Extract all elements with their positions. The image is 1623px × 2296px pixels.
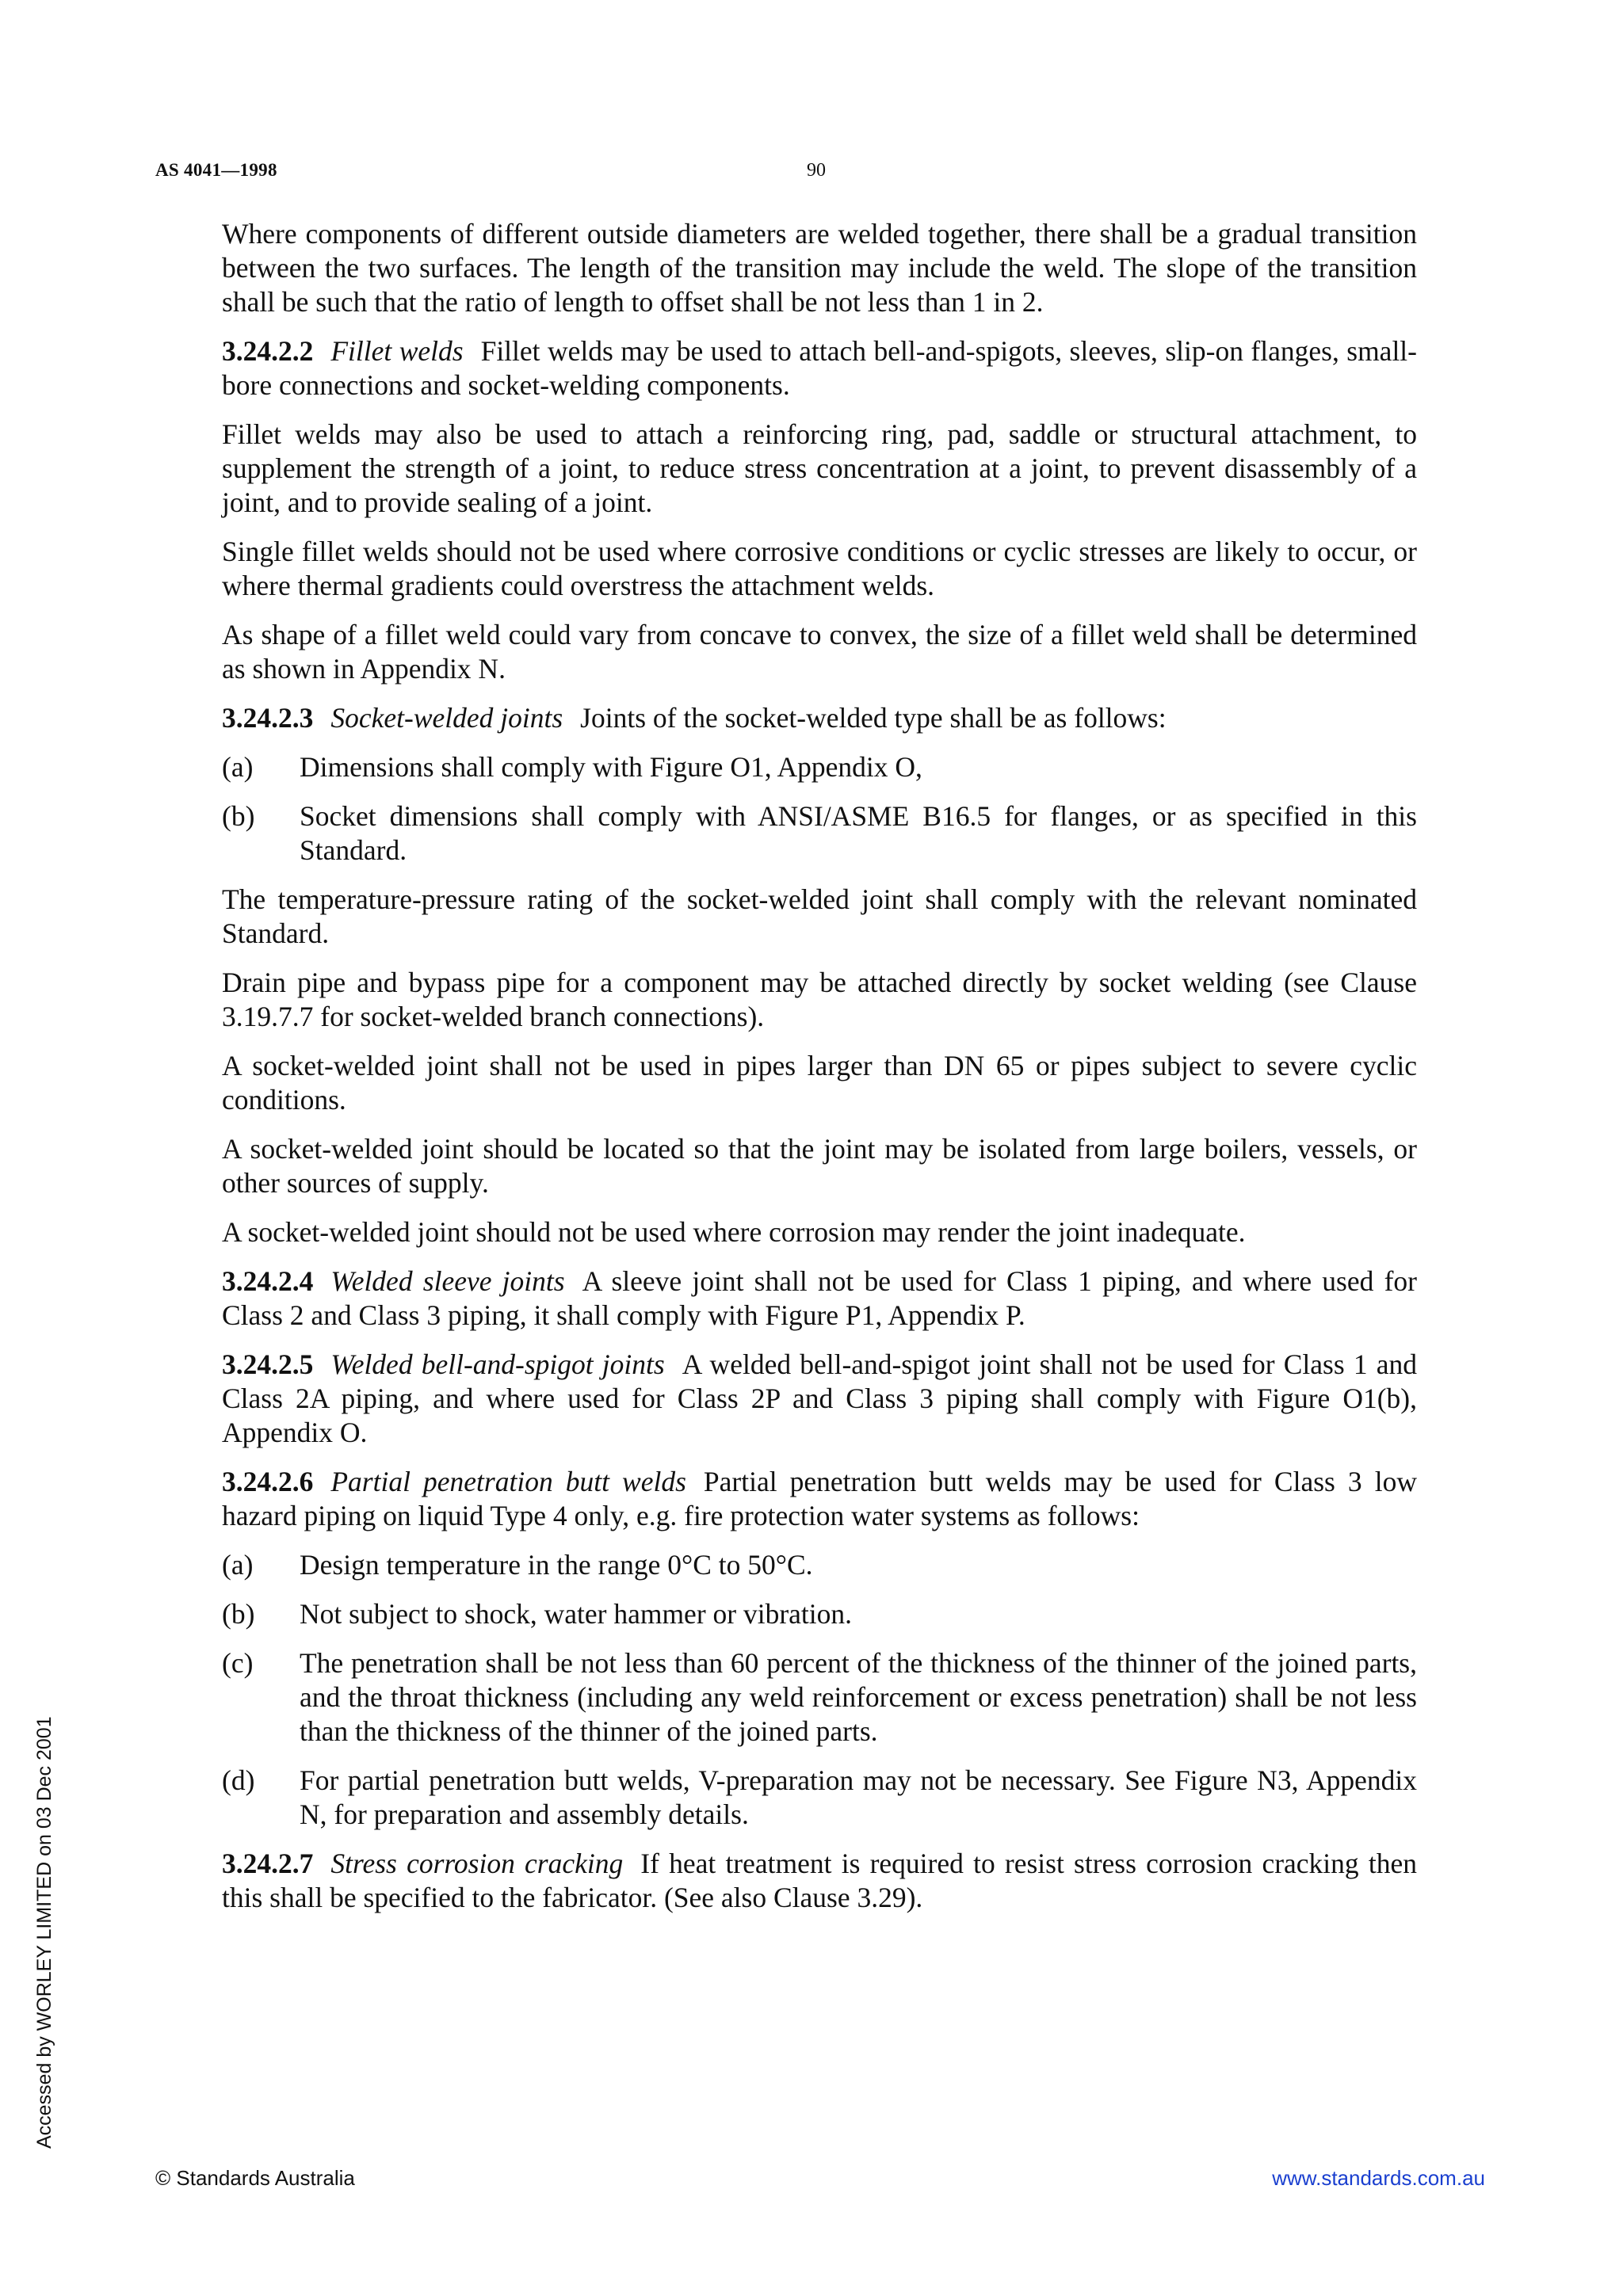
paragraph: A socket-welded joint shall not be used in pipes larger than DN 65 or pipes subject to severe cyclic conditions. xyxy=(222,1050,1417,1116)
list-item-text: For partial penetration butt welds, V-preparation may not be necessary. See Figure N3, Appendix N, for preparation and assembly details. xyxy=(300,1764,1417,1830)
paragraph: A socket-welded joint should be located so that the joint may be isolated from large boilers, vessels, or other sources of supply. xyxy=(222,1133,1417,1199)
list-item-label: (a) xyxy=(222,1549,254,1581)
clause-title: Welded bell-and-spigot joints xyxy=(330,1348,665,1380)
paragraph: A socket-welded joint should not be used where corrosion may render the joint inadequate. xyxy=(222,1216,1246,1248)
website-link[interactable]: www.standards.com.au xyxy=(1272,2166,1485,2190)
list-item-text: Dimensions shall comply with Figure O1, Appendix O, xyxy=(300,751,922,783)
clause-title: Socket-welded joints xyxy=(330,702,563,734)
paragraph: Where components of different outside diameters are welded together, there shall be a gradual transition between the two surfaces. The length of the transition may include the weld. The slope of the transition shall be such that the ratio of length to offset shall be not less than 1 in 2. xyxy=(222,218,1417,318)
clause-text: A sleeve joint shall not be used for Class 1 piping, and where used for Class 2 and Class 3 piping, it shall comply with Figure P1, Appendix P. xyxy=(222,1265,1417,1331)
clause-title: Partial penetration butt welds xyxy=(330,1466,686,1497)
list-item xyxy=(222,1548,1417,1582)
list-item-label: (d) xyxy=(222,1764,255,1796)
list-item xyxy=(222,750,1417,784)
clause-3-24-2-6 xyxy=(222,1465,1417,1533)
clause-3-24-2-4 xyxy=(222,1264,1417,1333)
list-item-label: (b) xyxy=(222,800,255,832)
clause-text: Joints of the socket-welded type shall be as follows: xyxy=(580,702,1167,734)
clause-title: Stress corrosion cracking xyxy=(330,1848,624,1879)
paragraph: Fillet welds may also be used to attach a reinforcing ring, pad, saddle or structural attachment, to supplement the strength of a joint, to reduce stress concentration at a joint, to prevent disassembly of a joint, and to provide sealing of a joint. xyxy=(222,418,1417,518)
list-item xyxy=(222,799,1417,868)
list-item xyxy=(222,1597,1417,1631)
clause-text: Partial penetration butt welds may be used for Class 3 low hazard piping on liquid Type 4 only, e.g. fire protection water systems as follows: xyxy=(222,1466,1417,1531)
clause-number: 3.24.2.5 xyxy=(222,1348,314,1380)
clause-number: 3.24.2.7 xyxy=(222,1848,314,1879)
list-item xyxy=(222,1646,1417,1749)
clause-3-24-2-5 xyxy=(222,1348,1417,1450)
clause-3-24-2-3 xyxy=(222,701,1417,735)
list-item-label: (b) xyxy=(222,1598,255,1630)
document-standard-number: AS 4041—1998 xyxy=(155,160,277,180)
clause-title: Welded sleeve joints xyxy=(330,1265,565,1297)
clause-number: 3.24.2.3 xyxy=(222,702,314,734)
clause-number: 3.24.2.2 xyxy=(222,335,314,367)
clause-number: 3.24.2.4 xyxy=(222,1265,314,1297)
clause-text: A welded bell-and-spigot joint shall not be used for Class 1 and Class 2A piping, and where used for Class 2P and Class 3 piping shall comply with Figure O1(b), Appendix O. xyxy=(222,1348,1417,1448)
clause-3-24-2-7 xyxy=(222,1847,1417,1915)
list-item-label: (c) xyxy=(222,1647,254,1679)
list-item-text: Socket dimensions shall comply with ANSI/ASME B16.5 for flanges, or as specified in this Standard. xyxy=(300,800,1417,866)
clause-text: Fillet welds may be used to attach bell-and-spigots, sleeves, slip-on flanges, small-bore connections and socket-welding components. xyxy=(222,335,1417,401)
paragraph: Single fillet welds should not be used where corrosive conditions or cyclic stresses are likely to occur, or where thermal gradients could overstress the attachment welds. xyxy=(222,536,1417,601)
list-item-text: The penetration shall be not less than 60 percent of the thickness of the thinner of the joined parts, and the throat thickness (including any weld reinforcement or excess penetration) shall be not less than the thickness of the thinner of the joined parts. xyxy=(300,1647,1417,1747)
clause-title: Fillet welds xyxy=(330,335,464,367)
access-watermark: Accessed by WORLEY LIMITED on 03 Dec 2001 xyxy=(33,1716,55,2149)
paragraph: As shape of a fillet weld could vary from concave to convex, the size of a fillet weld shall be determined as shown in Appendix N. xyxy=(222,619,1417,685)
list-item xyxy=(222,1764,1417,1832)
paragraph: The temperature-pressure rating of the socket-welded joint shall comply with the relevant nominated Standard. xyxy=(222,883,1417,949)
clause-text: If heat treatment is required to resist stress corrosion cracking then this shall be specified to the fabricator. (See also Clause 3.29). xyxy=(222,1848,1417,1913)
list-item-label: (a) xyxy=(222,751,254,783)
list-item-text: Not subject to shock, water hammer or vibration. xyxy=(300,1598,852,1630)
clause-3-24-2-2 xyxy=(222,334,1417,402)
clause-number: 3.24.2.6 xyxy=(222,1466,314,1497)
page-number: 90 xyxy=(807,160,826,181)
paragraph: Drain pipe and bypass pipe for a component may be attached directly by socket welding (see Clause 3.19.7.7 for socket-welded branch connections). xyxy=(222,967,1417,1032)
page-body xyxy=(222,217,1417,1930)
list-item-text: Design temperature in the range 0°C to 50°C. xyxy=(300,1549,813,1581)
copyright-notice: © Standards Australia xyxy=(155,2166,355,2190)
